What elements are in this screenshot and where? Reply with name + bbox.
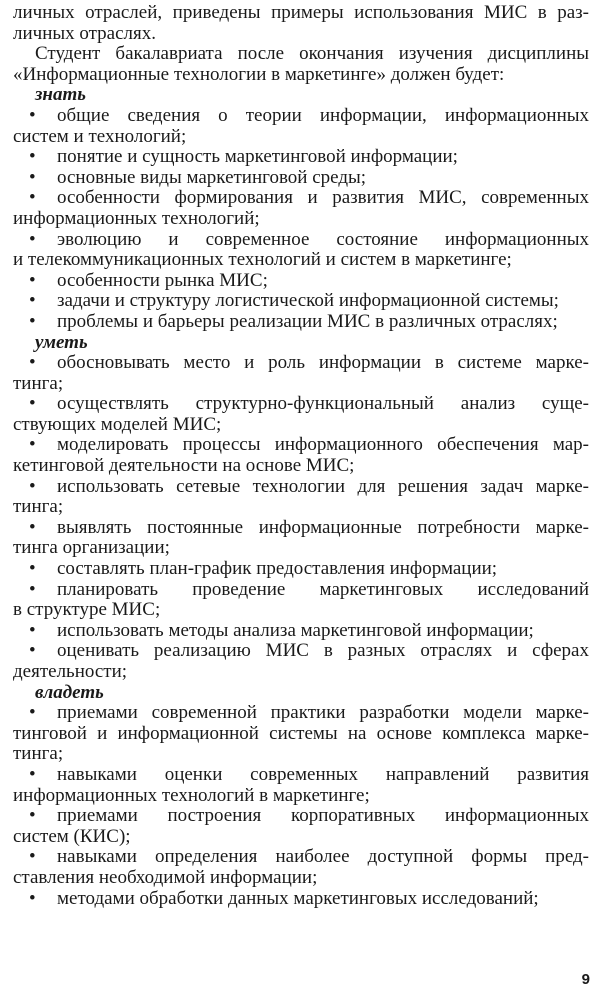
text-line: ствующих моделей МИС; bbox=[13, 413, 222, 435]
bullet-item: • эволюцию и современное состояние информационных bbox=[13, 230, 589, 251]
text-line: информационных технологий; bbox=[13, 207, 260, 229]
text-line: систем и технологий; bbox=[13, 125, 187, 147]
text-line: деятельности; bbox=[13, 661, 128, 682]
bullet-item: • навыками определения наиболее доступной формы пред- bbox=[13, 847, 589, 868]
bullet-item: • особенности формирования и развития МИС, современных bbox=[13, 188, 589, 209]
bullet-item: • осуществлять структурно-функциональный анализ суще- bbox=[13, 394, 589, 415]
bullet-item: • оценивать реализацию МИС в разных отраслях и сферах bbox=[13, 641, 589, 662]
bullet-item: • обосновывать место и роль информации в системе марке- bbox=[13, 353, 589, 374]
bullet-item: • особенности рынка МИС; bbox=[13, 271, 589, 292]
bullet-item: • задачи и структуру логистической информационной системы; bbox=[13, 291, 589, 312]
text-line: ставления необходимой информации; bbox=[13, 866, 318, 888]
text-line: личных отраслях. bbox=[13, 22, 157, 44]
bullet-item: • основные виды маркетинговой среды; bbox=[13, 168, 589, 189]
section-heading-master: владеть bbox=[35, 681, 104, 703]
bullet-item: • приемами современной практики разработки модели марке- bbox=[13, 703, 589, 724]
bullet-item: • проблемы и барьеры реализации МИС в различных отраслях; bbox=[13, 312, 589, 333]
text-line: Студент бакалавриата после окончания изучения дисциплины bbox=[35, 43, 589, 65]
text-line: информационных технологий в маркетинге; bbox=[13, 784, 370, 806]
bullet-item: • общие сведения о теории информации, информационных bbox=[13, 106, 589, 127]
bullet-item: • понятие и сущность маркетинговой информации; bbox=[13, 147, 589, 168]
text-line: тинговой и информационной системы на основе комплекса марке- bbox=[13, 722, 589, 744]
text-line: кетинговой деятельности на основе МИС; bbox=[13, 455, 355, 477]
bullet-item: • использовать методы анализа маркетинговой информации; bbox=[13, 621, 589, 642]
page-body bbox=[13, 3, 589, 909]
text-line: тинга; bbox=[13, 496, 64, 518]
text-line: тинга; bbox=[13, 372, 64, 394]
text-line: в структуре МИС; bbox=[13, 599, 161, 621]
bullet-item: • методами обработки данных маркетинговых исследований; bbox=[13, 889, 589, 910]
text-line: тинга; bbox=[13, 743, 64, 765]
section-heading-know: знать bbox=[35, 84, 86, 106]
bullet-item: • приемами построения корпоративных информационных bbox=[13, 806, 589, 827]
text-line: и телекоммуникационных технологий и систем в маркетинге; bbox=[13, 249, 512, 271]
bullet-item: • использовать сетевые технологии для решения задач марке- bbox=[13, 477, 589, 498]
section-heading-can: уметь bbox=[35, 331, 88, 353]
bullet-item: • выявлять постоянные информационные потребности марке- bbox=[13, 518, 589, 539]
bullet-item: • планировать проведение маркетинговых исследований bbox=[13, 580, 589, 601]
bullet-item: • моделировать процессы информационного обеспечения мар- bbox=[13, 435, 589, 456]
bullet-item: • навыками оценки современных направлений развития bbox=[13, 765, 589, 786]
page-number: 9 bbox=[581, 971, 590, 988]
bullet-item: • составлять план-график предоставления информации; bbox=[13, 559, 589, 580]
text-line: тинга организации; bbox=[13, 537, 170, 559]
text-line: систем (КИС); bbox=[13, 825, 131, 847]
text-line: личных отраслей, приведены примеры использования МИС в раз- bbox=[13, 2, 589, 23]
text-line: «Информационные технологии в маркетинге» должен будет: bbox=[13, 63, 505, 85]
